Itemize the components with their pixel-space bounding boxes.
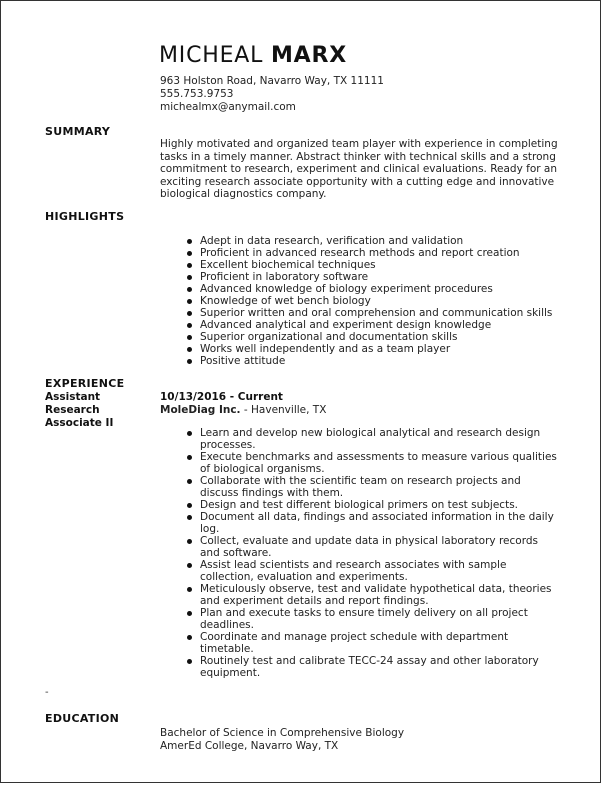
highlight-item: Adept in data research, verification and validation [186,235,566,247]
first-name: MICHEAL [159,43,264,68]
duty-item: Execute benchmarks and assessments to measure various qualities of biological organisms. [186,451,561,475]
duty-item: Assist lead scientists and research associates with sample collection, evaluation and experiments. [186,559,561,583]
company-name: MoleDiag Inc. [160,404,241,416]
highlight-item: Proficient in laboratory software [186,271,566,283]
highlight-item: Proficient in advanced research methods and report creation [186,247,566,259]
highlight-item: Advanced analytical and experiment design knowledge [186,319,566,331]
degree: Bachelor of Science in Comprehensive Biology [160,727,405,739]
duty-item: Coordinate and manage project schedule with department timetable. [186,631,561,655]
company-location: - Havenville, TX [240,404,327,416]
job-company-line [160,404,326,417]
duty-item: Collect, evaluate and update data in physical laboratory records and software. [186,535,561,559]
experience-heading: EXPERIENCE [45,377,125,390]
highlight-item: Knowledge of wet bench biology [186,295,566,307]
phone: 555.753.9753 [160,88,234,100]
job-title: Assistant Research Associate II [45,391,114,429]
address: 963 Holston Road, Navarro Way, TX 11111 [160,75,384,87]
school: AmerEd College, Navarro Way, TX [160,740,339,752]
section-separator: - [45,687,49,698]
highlight-item: Advanced knowledge of biology experiment procedures [186,283,566,295]
candidate-name [159,43,347,68]
highlights-heading: HIGHLIGHTS [45,210,125,223]
last-name: MARX [270,43,348,68]
duty-item: Meticulously observe, test and validate hypothetical data, theories and experiment details and report findings. [186,583,561,607]
duty-item: Collaborate with the scientific team on research projects and discuss findings with them. [186,475,561,499]
education-heading: EDUCATION [45,712,120,725]
education-block [160,727,404,753]
duty-item: Learn and develop new biological analytical and research design processes. [186,427,561,451]
job-dates: 10/13/2016 - Current [160,391,283,403]
duty-item: Plan and execute tasks to ensure timely delivery on all project deadlines. [186,607,561,631]
highlight-item: Positive attitude [186,355,566,367]
contact-block [160,75,384,114]
duty-item: Routinely test and calibrate TECC-24 assay and other laboratory equipment. [186,655,561,679]
highlights-list [186,235,566,367]
summary-heading: SUMMARY [45,125,111,138]
duty-item: Document all data, findings and associated information in the daily log. [186,511,561,535]
duties-list [186,427,561,679]
highlight-item: Superior written and oral comprehension and communication skills [186,307,566,319]
highlight-item: Superior organizational and documentation skills [186,331,566,343]
highlight-item: Excellent biochemical techniques [186,259,566,271]
summary-text: Highly motivated and organized team player with experience in completing tasks in a timely manner. Abstract thinker with technical skills and a strong commitment to research, experiment and clinical evaluations. Ready for an exciting research associate opportunity with a cutting edge and innovative biological diagnostics company. [160,138,558,201]
duty-item: Design and test different biological primers on test subjects. [186,499,561,511]
highlight-item: Works well independently and as a team player [186,343,566,355]
email: michealmx@anymail.com [160,101,296,113]
